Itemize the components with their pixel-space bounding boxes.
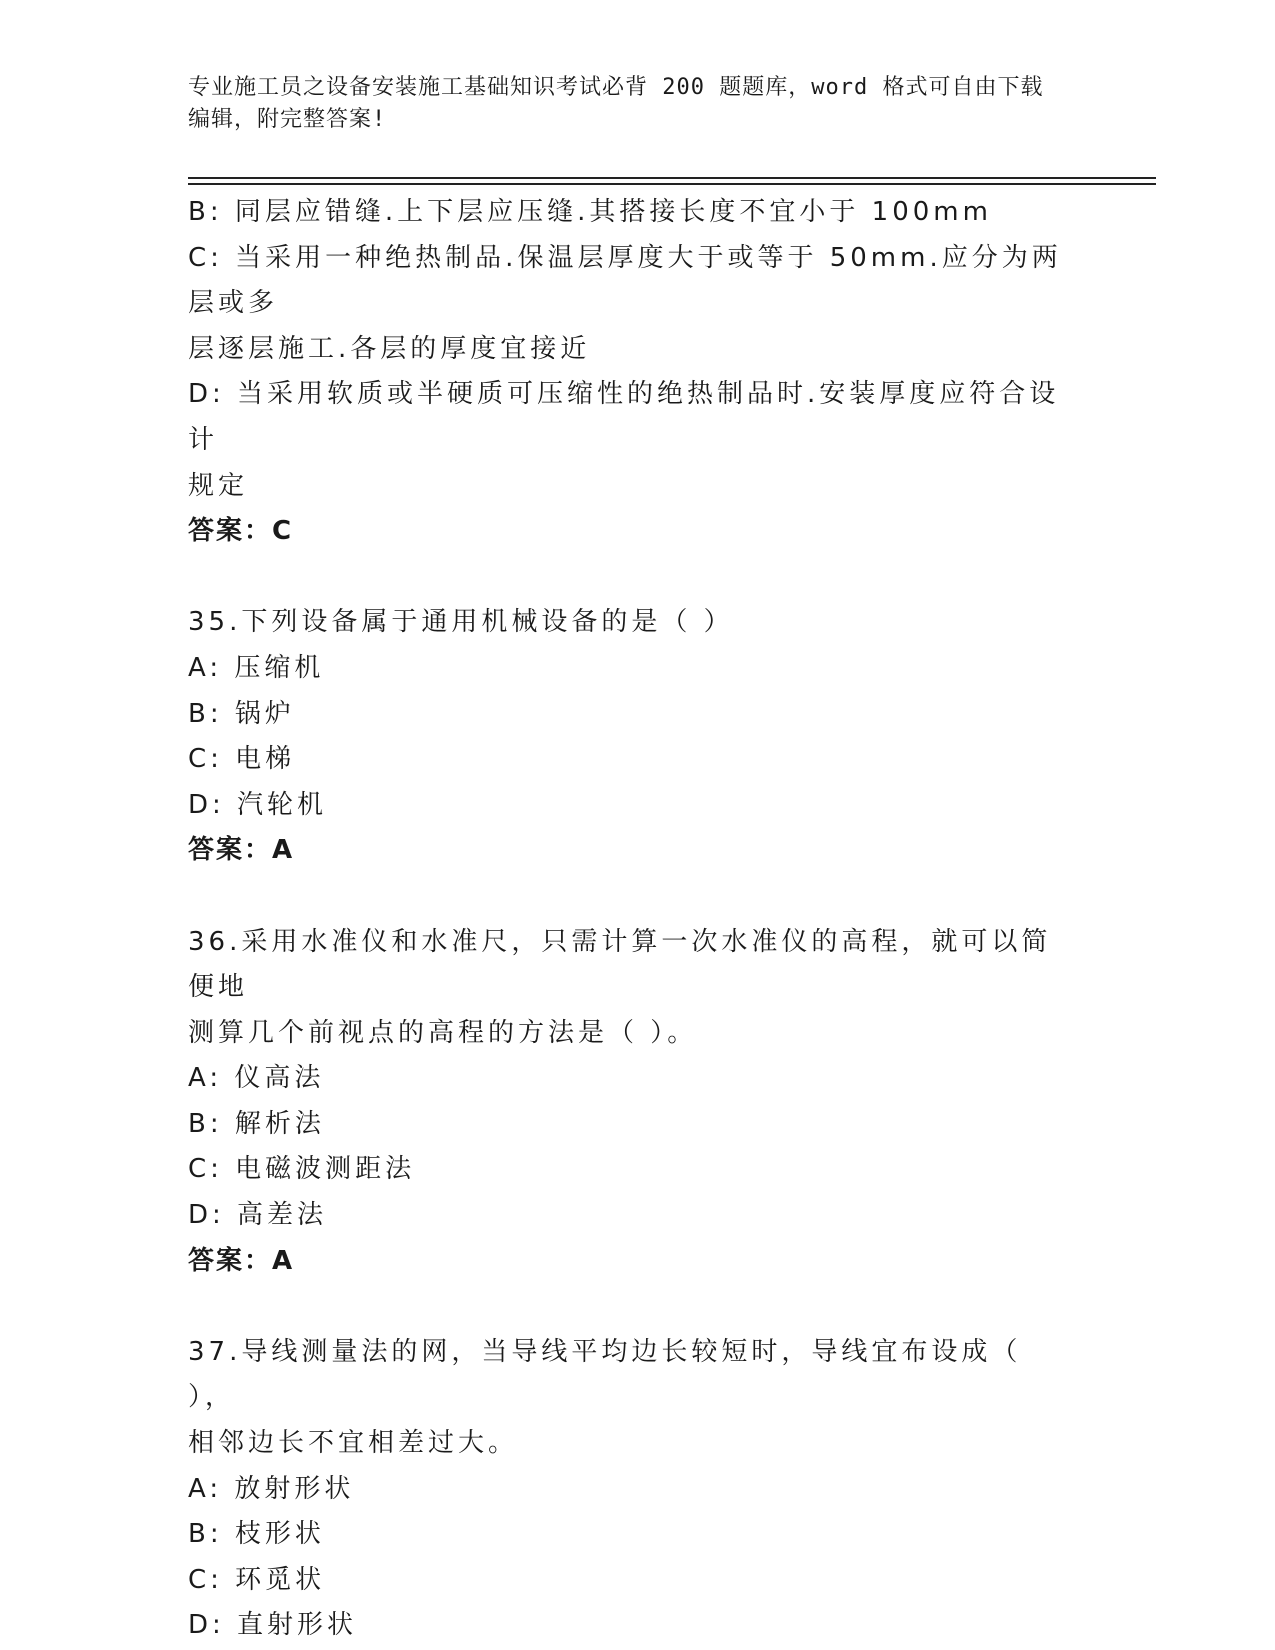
spacer [188, 874, 1068, 920]
option-a: A: 仪高法 [188, 1063, 325, 1094]
option-c: C: 电磁波测距法 [188, 1154, 416, 1185]
question-text-line-2: 相邻边长不宜相差过大。 [188, 1428, 519, 1459]
question-text: 35.下列设备属于通用机械设备的是（ ） [188, 607, 734, 638]
header-divider-top [188, 177, 1156, 179]
option-d: D: 汽轮机 [188, 789, 328, 820]
option-d: D: 高差法 [188, 1200, 328, 1231]
question-text-line-1: 37.导线测量法的网，当导线平均边长较短时，导线宜布设成（ ）， [188, 1336, 1034, 1413]
question-text-line-2: 测算几个前视点的高程的方法是（ ）。 [188, 1017, 698, 1048]
option-c-line-2: 层逐层施工.各层的厚度宜接近 [188, 333, 591, 364]
option-d: D: 直射形状 [188, 1610, 358, 1641]
option-a: A: 压缩机 [188, 652, 325, 683]
question-text-line-1: 36.采用水准仪和水准尺，只需计算一次水准仪的高程，就可以简便地 [188, 926, 1052, 1003]
question-36 [188, 920, 1068, 1285]
option-c-line-1: C: 当采用一种绝热制品.保温层厚度大于或等于 50mm.应分为两层或多 [188, 242, 1062, 319]
answer-label: 答案：A [188, 1245, 295, 1276]
answer-label: 答案：C [188, 516, 294, 547]
option-a: A: 放射形状 [188, 1473, 355, 1504]
question-34-tail [188, 190, 1068, 555]
header-line-1: 专业施工员之设备安装施工基础知识考试必背 200 题题库，word 格式可自由下载 [188, 75, 1044, 100]
option-b: B: 解析法 [188, 1108, 325, 1139]
option-c: C: 环觅状 [188, 1564, 326, 1595]
spacer [188, 1284, 1068, 1330]
header-divider-bottom [188, 183, 1156, 185]
document-header [188, 72, 1088, 136]
option-b: B: 同层应错缝.上下层应压缝.其搭接长度不宜小于 100mm [188, 197, 992, 227]
question-37 [188, 1330, 1068, 1649]
document-body [188, 190, 1068, 1649]
header-line-2: 编辑，附完整答案! [188, 107, 387, 132]
answer-label: 答案：A [188, 835, 295, 866]
option-c: C: 电梯 [188, 744, 296, 775]
question-35 [188, 600, 1068, 874]
spacer [188, 555, 1068, 601]
option-d-line-1: D: 当采用软质或半硬质可压缩性的绝热制品时.安装厚度应符合设计 [188, 379, 1060, 455]
option-b: B: 锅炉 [188, 698, 295, 729]
option-d-line-2: 规定 [188, 470, 249, 501]
option-b: B: 枝形状 [188, 1519, 325, 1550]
